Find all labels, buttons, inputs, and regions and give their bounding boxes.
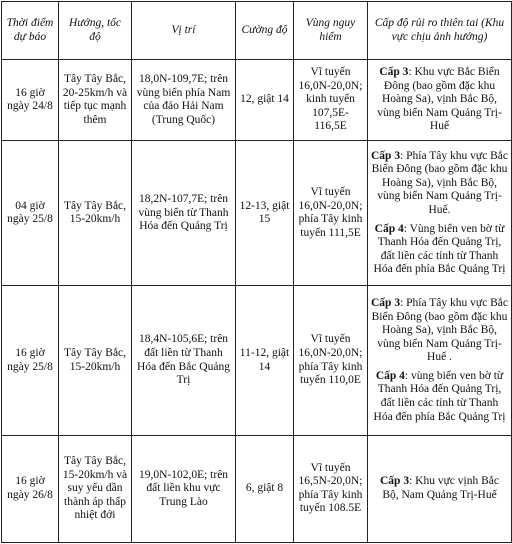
storm-forecast-table — [1, 1, 512, 543]
cell-time: 16 giờ ngày 25/8 — [2, 286, 59, 435]
cell-intensity: 12-13, giật 15 — [236, 141, 294, 286]
cell-risk — [368, 60, 512, 141]
cell-position: 18,4N-105,6E; trên đất liền từ Thanh Hóa đến Bắc Quảng Trị — [132, 286, 236, 435]
cell-time: 16 giờ ngày 26/8 — [2, 435, 59, 542]
header-direction: Hướng, tốc độ — [59, 2, 132, 60]
cell-danger-zone: Vĩ tuyến 16,5N-20,0N; phía Tây kinh tuyến 108.5E — [294, 435, 368, 542]
cell-risk — [368, 435, 512, 542]
header-intensity: Cường độ — [236, 2, 294, 60]
risk-area-text: : vùng biển ven bờ từ Thanh Hóa đến Quảng Trị, đất liền các tỉnh từ Thanh Hóa đến phía Bắc Quảng Trị — [373, 369, 506, 423]
cell-risk — [368, 286, 512, 435]
cell-position: 18,2N-107,7E; trên vùng biển từ Thanh Hóa đến Quảng Trị — [132, 141, 236, 286]
cell-time: 04 giờ ngày 25/8 — [2, 141, 59, 286]
risk-entry — [371, 150, 508, 218]
risk-area-text: : Khu vực vịnh Bắc Bộ, Nam Quảng Trị-Huế — [382, 475, 499, 501]
risk-level-label: Cấp 3 — [379, 66, 409, 79]
cell-intensity: 6, giật 8 — [236, 435, 294, 542]
cell-intensity: 11-12, giật 14 — [236, 286, 294, 435]
cell-time: 16 giờ ngày 24/8 — [2, 60, 59, 141]
cell-direction: Tây Tây Bắc, 15-20km/h — [59, 141, 132, 286]
table-row — [2, 286, 512, 435]
risk-area-text: : Khu vực Bắc Biển Đông (bao gồm đặc khu Hoàng Sa), vịnh Bắc Bộ, vùng biển Nam Quảng Trị-Huế — [377, 66, 502, 133]
risk-entry — [371, 475, 508, 502]
risk-entry — [371, 297, 508, 365]
cell-danger-zone: Vĩ tuyến 16,0N-20,0N; phía Tây kinh tuyến 111,5E — [294, 141, 368, 286]
cell-position: 19,0N-102,0E; trên đất liền khu vực Trung Lào — [132, 435, 236, 542]
risk-area-text: : Phía Tây khu vực Bắc Biển Đông (bao gồm đặc khu Hoàng Sa), vịnh Bắc Bộ, vùng biển Nam Quảng Trị-Huế. — [371, 149, 508, 217]
risk-area-text: : Vùng biển ven bờ từ Thanh Hóa đến Quảng Trị, đất liền các tỉnh từ Thanh Hóa đến phía Bắc Quảng Trị — [373, 222, 506, 276]
risk-level-label: Cấp 3 — [371, 297, 401, 310]
risk-entry — [371, 370, 508, 424]
cell-position: 18,0N-109,7E; trên vùng biển phía Nam của đảo Hải Nam (Trung Quốc) — [132, 60, 236, 141]
cell-direction: Tây Tây Bắc, 20-25km/h và tiếp tục mạnh thêm — [59, 60, 132, 141]
cell-intensity: 12, giật 14 — [236, 60, 294, 141]
table-header-row — [2, 2, 512, 60]
header-risk-level: Cấp độ rủi ro thiên tai (Khu vực chịu ảnh hưởng) — [368, 2, 512, 60]
risk-level-label: Cấp 4 — [375, 369, 405, 382]
header-position: Vị trí — [132, 2, 236, 60]
risk-level-label: Cấp 4 — [374, 222, 404, 235]
risk-area-text: : Phía Tây khu vực Bắc Biển Đông (bao gồm đặc khu Hoàng Sa), vịnh Bắc Bộ, vùng biển Nam Quảng Trị-Huế . — [371, 297, 508, 364]
table-row — [2, 60, 512, 141]
table-row — [2, 435, 512, 542]
header-time: Thời điểm dự báo — [2, 2, 59, 60]
cell-risk — [368, 141, 512, 286]
table-row — [2, 141, 512, 286]
risk-level-label: Cấp 3 — [380, 475, 410, 488]
cell-danger-zone: Vĩ tuyến 16,0N-20,0N; phía Tây kinh tuyến 110,0E — [294, 286, 368, 435]
cell-direction: Tây Tây Bắc, 15-20km/h và suy yếu dần thành áp thấp nhiệt đới — [59, 435, 132, 542]
risk-entry — [371, 223, 508, 277]
risk-entry — [371, 66, 508, 134]
cell-direction: Tây Tây Bắc, 15-20km/h — [59, 286, 132, 435]
header-danger-zone: Vùng nguy hiểm — [294, 2, 368, 60]
cell-danger-zone: Vĩ tuyến 16,0N-20,0N; kinh tuyến 107,5E-116,5E — [294, 60, 368, 141]
risk-level-label: Cấp 3 — [371, 149, 401, 162]
